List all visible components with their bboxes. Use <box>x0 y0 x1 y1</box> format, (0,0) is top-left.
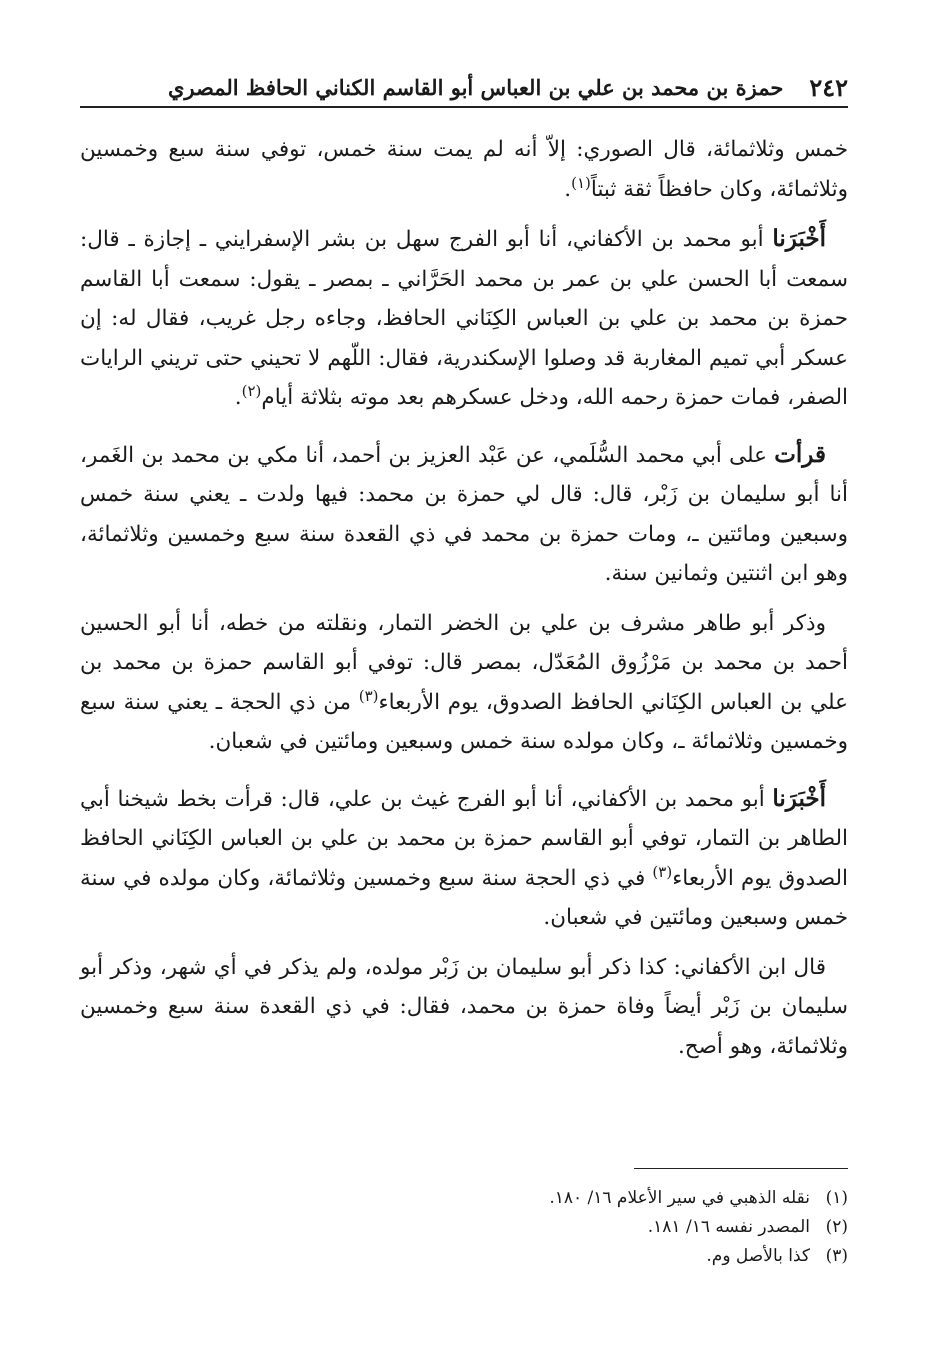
paragraph-tail: . <box>564 176 572 202</box>
footnote-number: (٣) <box>825 1246 848 1266</box>
paragraph-5 <box>80 779 848 938</box>
paragraph-text: على أبي محمد السُّلَمي، عن عَبْد العزيز بن أحمد، أنا مكي بن محمد بن الغَمر، أنا أبو سليمان بن زَبْر، قال: قال لي حمزة بن محمد: فيها ولدت ـ يعني سنة خمس وسبعين ومائتين ـ، ومات حمزة بن محمد في ذي القعدة سنة سبع وخمسين وثلاثمائة، وهو ابن اثنتين وثمانين سنة. <box>80 442 848 586</box>
paragraph-lead-word: أَخْبَرَنا <box>772 225 826 252</box>
paragraph-tail: من ذي الحجة ـ يعني سنة سبع وخمسين وثلاثمائة ـ، وكان مولده سنة خمس وسبعين ومائتين في شعبان. <box>80 689 848 754</box>
paragraph-tail: في ذي الحجة سنة سبع وخمسين وثلاثمائة، وكان مولده في سنة خمس وسبعين ومائتين في شعبان. <box>80 865 848 930</box>
footnote-separator <box>634 1168 848 1169</box>
footnote-reference: (١) <box>571 173 591 192</box>
paragraph-3 <box>80 435 848 594</box>
main-text <box>80 130 848 1083</box>
page-number: ٢٤٢ <box>809 73 848 102</box>
paragraph-tail: . <box>234 385 242 410</box>
paragraph-text: قال ابن الأكفاني: كذا ذكر أبو سليمان بن زَبْر مولده، ولم يذكر في أي شهر، وذكر أبو سليمان بن زَبْر أيضاً وفاة حمزة بن محمد، فقال: في ذي القعدة سنة سبع وخمسين وثلاثمائة، وهو أصح. <box>80 954 848 1059</box>
paragraph-4 <box>80 604 848 762</box>
paragraph-text: وذكر أبو طاهر مشرف بن علي بن الخضر التمار، ونقلته من خطه، أنا أبو الحسين أحمد بن محمد بن مَرْزُوق المُعَدّل، بمصر قال: توفي أبو القاسم حمزة بن محمد بن علي بن العباس الكِنَاني الحافظ الصدوق، يوم الأربعاء <box>80 610 848 715</box>
footnote-text: كذا بالأصل وم. <box>706 1246 810 1266</box>
page-header <box>80 66 848 108</box>
footnote-item <box>80 1184 848 1213</box>
footnotes <box>80 1184 848 1271</box>
paragraph-text: أبو محمد بن الأكفاني، أنا أبو الفرج سهل بن بشر الإسفرايني ـ إجازة ـ قال: سمعت أبا الحسن علي بن عمر بن محمد الحَرَّاني ـ بمصر ـ يقول: سمعت أبا القاسم حمزة بن محمد بن علي بن العباس الكِنَاني الحافظ، وجاءه رجل غريب، فقال له: إن عسكر أبي تميم المغاربة قد وصلوا الإسكندرية، فقال: اللّهم لا تحيني حتى تريني الرايات الصفر، فمات حمزة رحمه الله، ودخل عسكرهم بعد موته بثلاثة أيام <box>80 227 848 410</box>
paragraph-1 <box>80 130 848 209</box>
paragraph-lead-word: أَخْبَرَنا <box>772 784 826 812</box>
paragraph-text: أبو محمد بن الأكفاني، أنا أبو الفرج غيث بن علي، قال: قرأت بخط شيخنا أبي الطاهر بن التمار، توفي أبو القاسم حمزة بن محمد بن علي بن العباس الكِنَاني الحافظ الصدوق يوم الأربعاء <box>80 786 848 891</box>
paragraph-2 <box>80 219 848 418</box>
paragraph-6 <box>80 948 848 1067</box>
footnote-number: (١) <box>825 1188 848 1208</box>
footnote-reference: (٣) <box>652 862 673 881</box>
paragraph-lead-word: قرأت <box>774 440 826 468</box>
footnote-text: المصدر نفسه ١٦/ ١٨١. <box>647 1217 810 1237</box>
paragraph-text: خمس وثلاثمائة، قال الصوري: إلاّ أنه لم يمت سنة خمس، توفي سنة سبع وخمسين وثلاثمائة، وكان حافظاً ثقة ثبتاً <box>80 137 848 202</box>
footnote-text: نقله الذهبي في سير الأعلام ١٦/ ١٨٠. <box>549 1188 810 1208</box>
footnote-item <box>80 1213 848 1242</box>
footnote-reference: (٣) <box>358 686 379 705</box>
footnote-number: (٢) <box>825 1217 848 1237</box>
footnote-item <box>80 1242 848 1271</box>
footnote-reference: (٢) <box>241 381 262 400</box>
running-title: حمزة بن محمد بن علي بن العباس أبو القاسم الكناني الحافظ المصري <box>167 75 784 100</box>
